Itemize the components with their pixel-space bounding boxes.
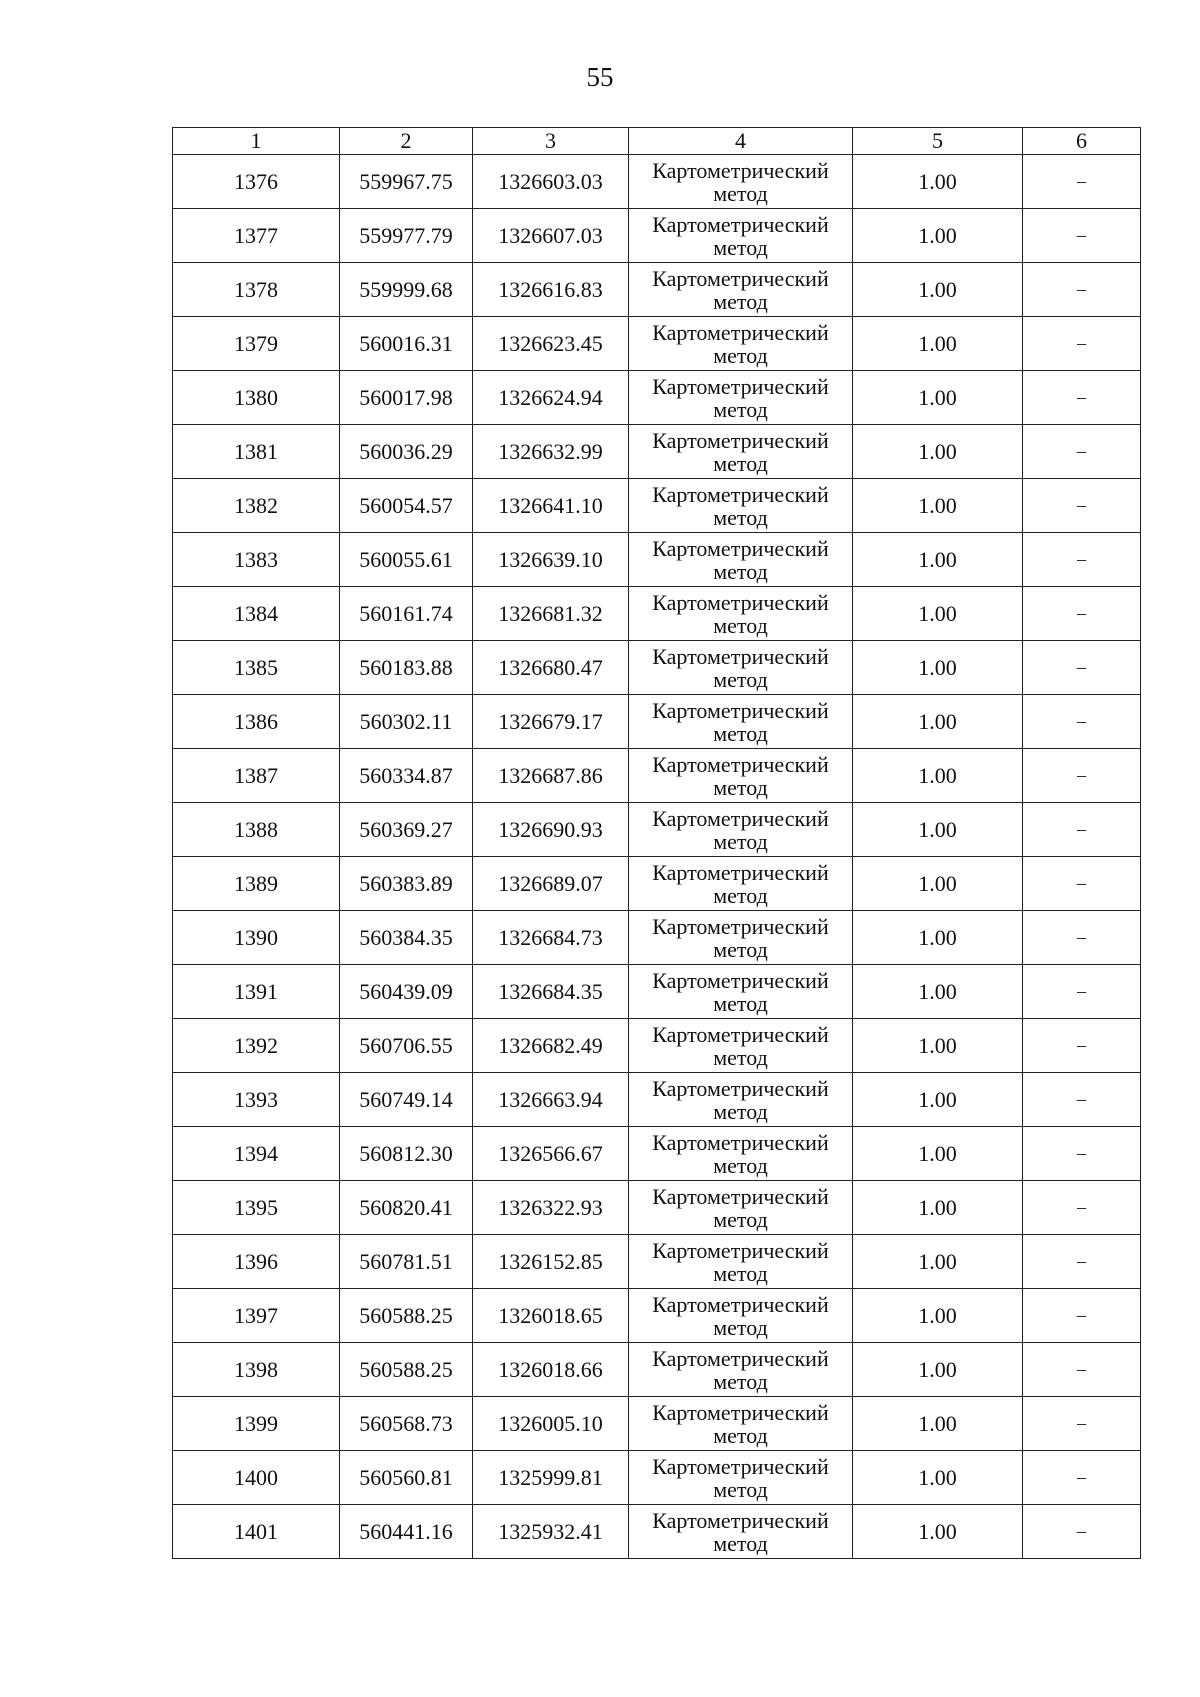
- method-cell: [629, 425, 853, 479]
- method-cell: [629, 1235, 853, 1289]
- accuracy-cell: 1.00: [853, 425, 1023, 479]
- y-coordinate-cell: 1325999.81: [473, 1451, 629, 1505]
- note-cell: –: [1023, 857, 1141, 911]
- table-header: [173, 128, 1141, 155]
- method-line-1: Картометрический: [652, 535, 829, 561]
- method-cell: [629, 1343, 853, 1397]
- x-coordinate-cell: 559977.79: [340, 209, 473, 263]
- x-coordinate-cell: 560441.16: [340, 1505, 473, 1559]
- accuracy-cell: 1.00: [853, 857, 1023, 911]
- accuracy-cell: 1.00: [853, 371, 1023, 425]
- note-cell: –: [1023, 1019, 1141, 1073]
- accuracy-cell: 1.00: [853, 1397, 1023, 1451]
- table-row: [173, 425, 1141, 479]
- point-number-cell: 1387: [173, 749, 340, 803]
- method-cell: [629, 1181, 853, 1235]
- x-coordinate-cell: 560588.25: [340, 1289, 473, 1343]
- table-row: [173, 857, 1141, 911]
- note-cell: –: [1023, 1397, 1141, 1451]
- y-coordinate-cell: 1326639.10: [473, 533, 629, 587]
- note-cell: –: [1023, 209, 1141, 263]
- x-coordinate-cell: 560036.29: [340, 425, 473, 479]
- method-line-1: Картометрический: [652, 373, 829, 399]
- method-line-1: Картометрический: [652, 1399, 829, 1425]
- method-line-1: Картометрический: [652, 1021, 829, 1047]
- y-coordinate-cell: 1325932.41: [473, 1505, 629, 1559]
- method-cell: [629, 803, 853, 857]
- method-cell: [629, 965, 853, 1019]
- point-number-cell: 1383: [173, 533, 340, 587]
- method-line-2: метод: [713, 288, 768, 314]
- note-cell: –: [1023, 1181, 1141, 1235]
- accuracy-cell: 1.00: [853, 749, 1023, 803]
- y-coordinate-cell: 1326624.94: [473, 371, 629, 425]
- y-coordinate-cell: 1326005.10: [473, 1397, 629, 1451]
- note-cell: –: [1023, 155, 1141, 209]
- accuracy-cell: 1.00: [853, 1127, 1023, 1181]
- y-coordinate-cell: 1326687.86: [473, 749, 629, 803]
- method-line-2: метод: [713, 774, 768, 800]
- y-coordinate-cell: 1326152.85: [473, 1235, 629, 1289]
- method-cell: [629, 1073, 853, 1127]
- header-cell-6: 6: [1023, 128, 1141, 155]
- y-coordinate-cell: 1326566.67: [473, 1127, 629, 1181]
- point-number-cell: 1397: [173, 1289, 340, 1343]
- method-line-1: Картометрический: [652, 1291, 829, 1317]
- note-cell: –: [1023, 317, 1141, 371]
- table-row: [173, 641, 1141, 695]
- method-line-2: метод: [713, 1530, 768, 1556]
- header-cell-5: 5: [853, 128, 1023, 155]
- method-line-1: Картометрический: [652, 1345, 829, 1371]
- note-cell: –: [1023, 1127, 1141, 1181]
- table-row: [173, 1505, 1141, 1559]
- point-number-cell: 1394: [173, 1127, 340, 1181]
- accuracy-cell: 1.00: [853, 1019, 1023, 1073]
- table-row: [173, 1397, 1141, 1451]
- accuracy-cell: 1.00: [853, 1235, 1023, 1289]
- y-coordinate-cell: 1326322.93: [473, 1181, 629, 1235]
- method-line-2: метод: [713, 558, 768, 584]
- point-number-cell: 1385: [173, 641, 340, 695]
- method-cell: [629, 479, 853, 533]
- y-coordinate-cell: 1326689.07: [473, 857, 629, 911]
- accuracy-cell: 1.00: [853, 1343, 1023, 1397]
- y-coordinate-cell: 1326632.99: [473, 425, 629, 479]
- point-number-cell: 1400: [173, 1451, 340, 1505]
- x-coordinate-cell: 560369.27: [340, 803, 473, 857]
- method-line-2: метод: [713, 234, 768, 260]
- accuracy-cell: 1.00: [853, 209, 1023, 263]
- method-line-2: метод: [713, 720, 768, 746]
- accuracy-cell: 1.00: [853, 641, 1023, 695]
- note-cell: –: [1023, 911, 1141, 965]
- x-coordinate-cell: 560588.25: [340, 1343, 473, 1397]
- method-line-2: метод: [713, 504, 768, 530]
- method-cell: [629, 1397, 853, 1451]
- table-row: [173, 1289, 1141, 1343]
- table-row: [173, 1019, 1141, 1073]
- method-line-1: Картометрический: [652, 913, 829, 939]
- method-line-1: Картометрический: [652, 1453, 829, 1479]
- x-coordinate-cell: 560820.41: [340, 1181, 473, 1235]
- accuracy-cell: 1.00: [853, 965, 1023, 1019]
- y-coordinate-cell: 1326684.35: [473, 965, 629, 1019]
- y-coordinate-cell: 1326684.73: [473, 911, 629, 965]
- y-coordinate-cell: 1326680.47: [473, 641, 629, 695]
- accuracy-cell: 1.00: [853, 911, 1023, 965]
- method-line-2: метод: [713, 882, 768, 908]
- note-cell: –: [1023, 749, 1141, 803]
- point-number-cell: 1388: [173, 803, 340, 857]
- method-line-1: Картометрический: [652, 967, 829, 993]
- y-coordinate-cell: 1326607.03: [473, 209, 629, 263]
- method-line-2: метод: [713, 1098, 768, 1124]
- method-cell: [629, 263, 853, 317]
- accuracy-cell: 1.00: [853, 1505, 1023, 1559]
- accuracy-cell: 1.00: [853, 479, 1023, 533]
- method-line-1: Картометрический: [652, 1129, 829, 1155]
- method-line-2: метод: [713, 1260, 768, 1286]
- table-row: [173, 965, 1141, 1019]
- note-cell: –: [1023, 803, 1141, 857]
- table-row: [173, 1181, 1141, 1235]
- accuracy-cell: 1.00: [853, 1181, 1023, 1235]
- method-line-1: Картометрический: [652, 157, 829, 183]
- point-number-cell: 1395: [173, 1181, 340, 1235]
- method-line-1: Картометрический: [652, 643, 829, 669]
- accuracy-cell: 1.00: [853, 155, 1023, 209]
- point-number-cell: 1378: [173, 263, 340, 317]
- method-line-2: метод: [713, 666, 768, 692]
- accuracy-cell: 1.00: [853, 1073, 1023, 1127]
- table-row: [173, 1127, 1141, 1181]
- accuracy-cell: 1.00: [853, 1451, 1023, 1505]
- method-line-2: метод: [713, 936, 768, 962]
- y-coordinate-cell: 1326018.66: [473, 1343, 629, 1397]
- point-number-cell: 1393: [173, 1073, 340, 1127]
- coordinates-table: [172, 127, 1141, 1559]
- x-coordinate-cell: 560054.57: [340, 479, 473, 533]
- point-number-cell: 1379: [173, 317, 340, 371]
- point-number-cell: 1380: [173, 371, 340, 425]
- x-coordinate-cell: 560055.61: [340, 533, 473, 587]
- method-line-1: Картометрический: [652, 859, 829, 885]
- table-row: [173, 749, 1141, 803]
- x-coordinate-cell: 559967.75: [340, 155, 473, 209]
- method-line-1: Картометрический: [652, 1507, 829, 1533]
- accuracy-cell: 1.00: [853, 317, 1023, 371]
- method-line-1: Картометрический: [652, 589, 829, 615]
- method-line-1: Картометрический: [652, 481, 829, 507]
- point-number-cell: 1381: [173, 425, 340, 479]
- note-cell: –: [1023, 695, 1141, 749]
- method-line-2: метод: [713, 450, 768, 476]
- method-line-2: метод: [713, 1476, 768, 1502]
- note-cell: –: [1023, 1073, 1141, 1127]
- y-coordinate-cell: 1326603.03: [473, 155, 629, 209]
- accuracy-cell: 1.00: [853, 695, 1023, 749]
- x-coordinate-cell: 560706.55: [340, 1019, 473, 1073]
- method-cell: [629, 911, 853, 965]
- method-cell: [629, 533, 853, 587]
- x-coordinate-cell: 560781.51: [340, 1235, 473, 1289]
- method-cell: [629, 587, 853, 641]
- point-number-cell: 1384: [173, 587, 340, 641]
- table-row: [173, 263, 1141, 317]
- note-cell: –: [1023, 479, 1141, 533]
- method-line-1: Картометрический: [652, 211, 829, 237]
- x-coordinate-cell: 560016.31: [340, 317, 473, 371]
- method-line-2: метод: [713, 342, 768, 368]
- note-cell: –: [1023, 533, 1141, 587]
- method-cell: [629, 749, 853, 803]
- point-number-cell: 1389: [173, 857, 340, 911]
- method-cell: [629, 1289, 853, 1343]
- method-cell: [629, 317, 853, 371]
- x-coordinate-cell: 560183.88: [340, 641, 473, 695]
- table-row: [173, 587, 1141, 641]
- note-cell: –: [1023, 641, 1141, 695]
- table-row: [173, 1451, 1141, 1505]
- note-cell: –: [1023, 1343, 1141, 1397]
- method-cell: [629, 371, 853, 425]
- method-cell: [629, 857, 853, 911]
- y-coordinate-cell: 1326690.93: [473, 803, 629, 857]
- method-cell: [629, 1019, 853, 1073]
- method-line-2: метод: [713, 396, 768, 422]
- method-line-1: Картометрический: [652, 265, 829, 291]
- table-row: [173, 1073, 1141, 1127]
- point-number-cell: 1386: [173, 695, 340, 749]
- point-number-cell: 1399: [173, 1397, 340, 1451]
- note-cell: –: [1023, 1451, 1141, 1505]
- table-row: [173, 479, 1141, 533]
- accuracy-cell: 1.00: [853, 587, 1023, 641]
- table-row: [173, 803, 1141, 857]
- method-line-2: метод: [713, 990, 768, 1016]
- point-number-cell: 1398: [173, 1343, 340, 1397]
- header-cell-2: 2: [340, 128, 473, 155]
- table-row: [173, 317, 1141, 371]
- header-cell-3: 3: [473, 128, 629, 155]
- y-coordinate-cell: 1326616.83: [473, 263, 629, 317]
- x-coordinate-cell: 559999.68: [340, 263, 473, 317]
- note-cell: –: [1023, 1289, 1141, 1343]
- table-row: [173, 911, 1141, 965]
- x-coordinate-cell: 560383.89: [340, 857, 473, 911]
- accuracy-cell: 1.00: [853, 533, 1023, 587]
- x-coordinate-cell: 560384.35: [340, 911, 473, 965]
- note-cell: –: [1023, 1235, 1141, 1289]
- point-number-cell: 1392: [173, 1019, 340, 1073]
- point-number-cell: 1396: [173, 1235, 340, 1289]
- table-row: [173, 155, 1141, 209]
- table-row: [173, 1343, 1141, 1397]
- y-coordinate-cell: 1326681.32: [473, 587, 629, 641]
- note-cell: –: [1023, 371, 1141, 425]
- method-cell: [629, 155, 853, 209]
- note-cell: –: [1023, 587, 1141, 641]
- table-row: [173, 695, 1141, 749]
- method-cell: [629, 1451, 853, 1505]
- x-coordinate-cell: 560749.14: [340, 1073, 473, 1127]
- method-line-1: Картометрический: [652, 319, 829, 345]
- y-coordinate-cell: 1326623.45: [473, 317, 629, 371]
- note-cell: –: [1023, 263, 1141, 317]
- method-cell: [629, 209, 853, 263]
- note-cell: –: [1023, 965, 1141, 1019]
- method-line-2: метод: [713, 1368, 768, 1394]
- table-row: [173, 1235, 1141, 1289]
- method-line-1: Картометрический: [652, 427, 829, 453]
- note-cell: –: [1023, 425, 1141, 479]
- x-coordinate-cell: 560568.73: [340, 1397, 473, 1451]
- method-line-1: Картометрический: [652, 1237, 829, 1263]
- method-cell: [629, 641, 853, 695]
- method-cell: [629, 695, 853, 749]
- x-coordinate-cell: 560302.11: [340, 695, 473, 749]
- x-coordinate-cell: 560161.74: [340, 587, 473, 641]
- method-line-1: Картометрический: [652, 1075, 829, 1101]
- x-coordinate-cell: 560017.98: [340, 371, 473, 425]
- point-number-cell: 1401: [173, 1505, 340, 1559]
- x-coordinate-cell: 560560.81: [340, 1451, 473, 1505]
- point-number-cell: 1382: [173, 479, 340, 533]
- method-line-1: Картометрический: [652, 751, 829, 777]
- accuracy-cell: 1.00: [853, 263, 1023, 317]
- point-number-cell: 1377: [173, 209, 340, 263]
- method-line-2: метод: [713, 180, 768, 206]
- note-cell: –: [1023, 1505, 1141, 1559]
- accuracy-cell: 1.00: [853, 803, 1023, 857]
- method-line-2: метод: [713, 1422, 768, 1448]
- y-coordinate-cell: 1326663.94: [473, 1073, 629, 1127]
- y-coordinate-cell: 1326682.49: [473, 1019, 629, 1073]
- x-coordinate-cell: 560812.30: [340, 1127, 473, 1181]
- x-coordinate-cell: 560334.87: [340, 749, 473, 803]
- method-line-2: метод: [713, 1044, 768, 1070]
- method-cell: [629, 1505, 853, 1559]
- method-line-1: Картометрический: [652, 697, 829, 723]
- point-number-cell: 1376: [173, 155, 340, 209]
- table-row: [173, 371, 1141, 425]
- y-coordinate-cell: 1326641.10: [473, 479, 629, 533]
- method-line-1: Картометрический: [652, 805, 829, 831]
- header-row: [173, 128, 1141, 155]
- point-number-cell: 1391: [173, 965, 340, 1019]
- x-coordinate-cell: 560439.09: [340, 965, 473, 1019]
- method-line-1: Картометрический: [652, 1183, 829, 1209]
- method-line-2: метод: [713, 828, 768, 854]
- page-number: 55: [586, 62, 614, 92]
- method-line-2: метод: [713, 1314, 768, 1340]
- accuracy-cell: 1.00: [853, 1289, 1023, 1343]
- header-cell-1: 1: [173, 128, 340, 155]
- method-line-2: метод: [713, 1152, 768, 1178]
- table-row: [173, 209, 1141, 263]
- y-coordinate-cell: 1326679.17: [473, 695, 629, 749]
- method-line-2: метод: [713, 612, 768, 638]
- header-cell-4: 4: [629, 128, 853, 155]
- point-number-cell: 1390: [173, 911, 340, 965]
- table-body: [173, 155, 1141, 1559]
- method-line-2: метод: [713, 1206, 768, 1232]
- table-row: [173, 533, 1141, 587]
- method-cell: [629, 1127, 853, 1181]
- y-coordinate-cell: 1326018.65: [473, 1289, 629, 1343]
